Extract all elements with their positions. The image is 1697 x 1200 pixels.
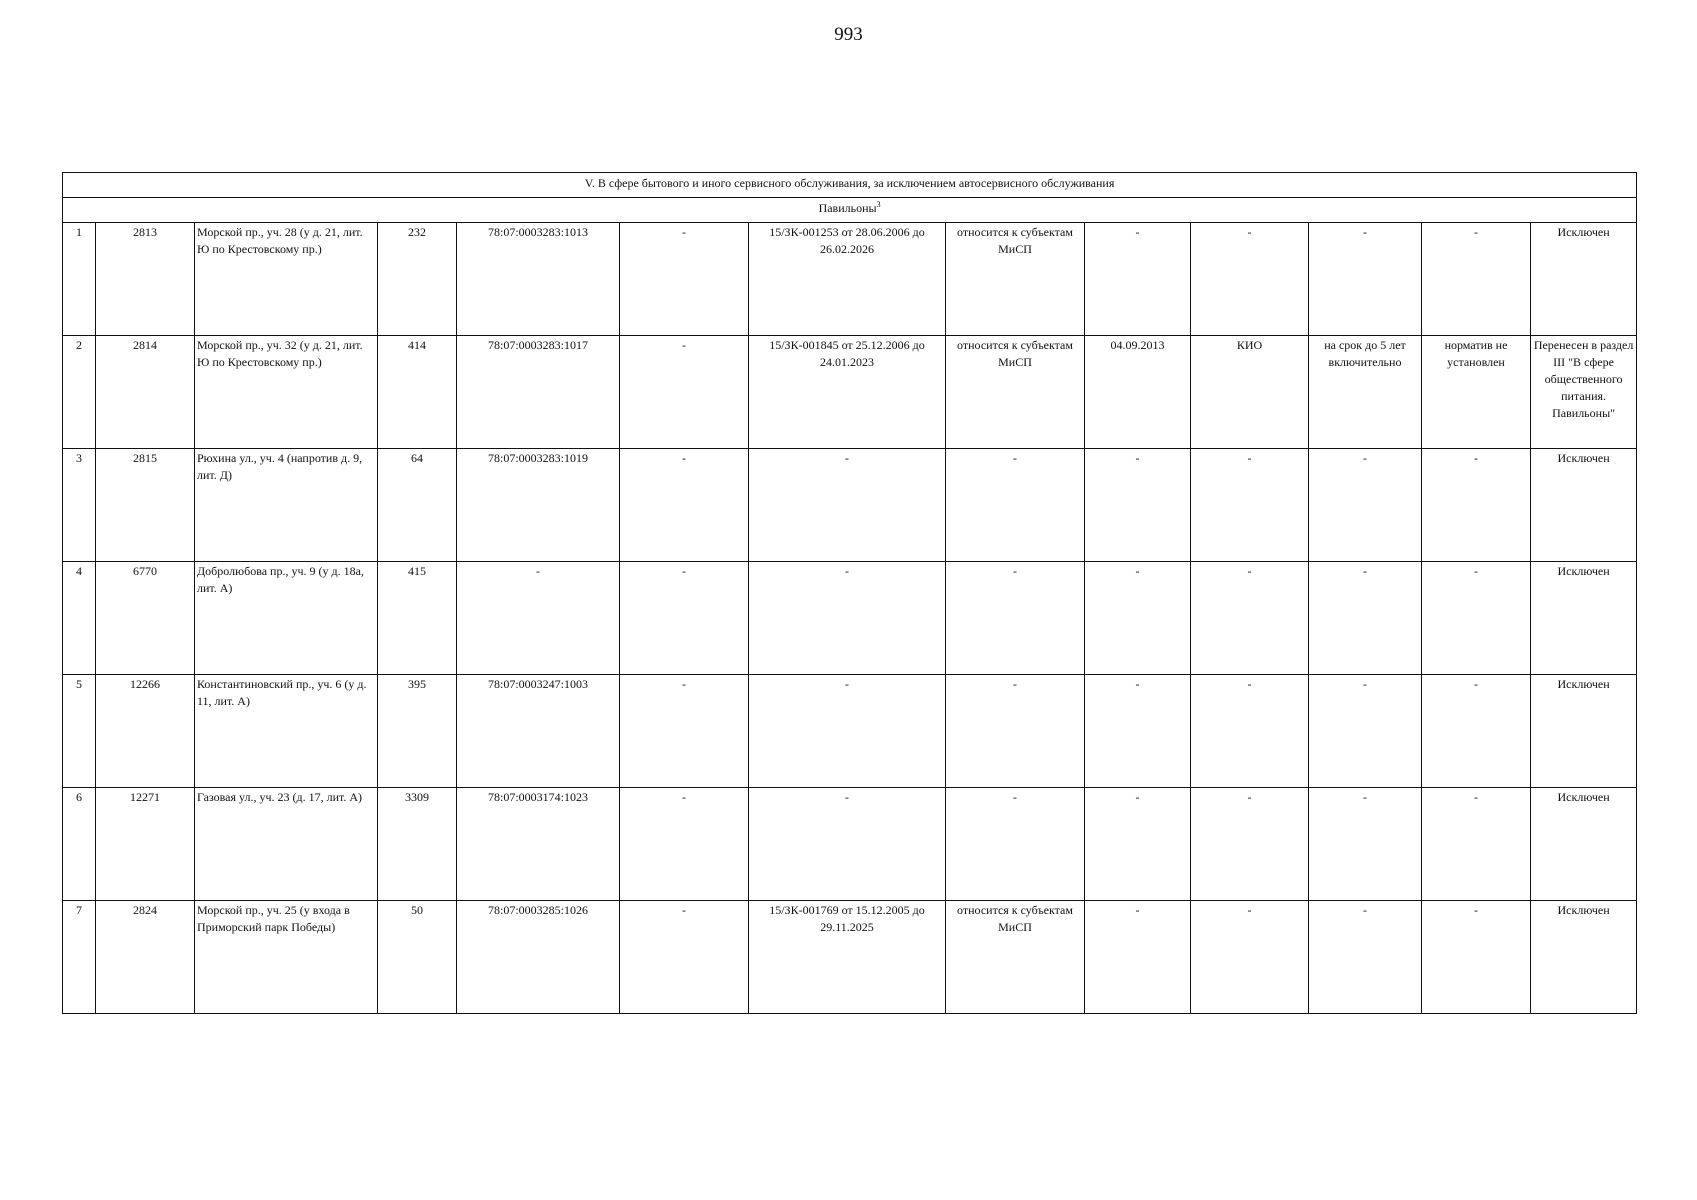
contract-cell: - (749, 675, 946, 788)
address-cell: Добролюбова пр., уч. 9 (у д. 18а, лит. А) (195, 562, 378, 675)
contract-cell: 15/ЗК-001769 от 15.12.2005 до 29.11.2025 (749, 901, 946, 1014)
table-row (63, 449, 1637, 562)
cadastral-number-cell: 78:07:0003283:1013 (457, 223, 620, 336)
term-cell: на срок до 5 лет включительно (1309, 336, 1422, 449)
status-cell: Исключен (1531, 675, 1637, 788)
address-cell: Морской пр., уч. 28 (у д. 21, лит. Ю по Крестовскому пр.) (195, 223, 378, 336)
date-cell: - (1085, 901, 1191, 1014)
date-cell: - (1085, 449, 1191, 562)
status-cell: Исключен (1531, 223, 1637, 336)
cadastral-number-cell: - (457, 562, 620, 675)
contract-cell: - (749, 449, 946, 562)
column-6-cell: - (620, 901, 749, 1014)
column-6-cell: - (620, 562, 749, 675)
organization-cell: - (1191, 675, 1309, 788)
status-cell: Исключен (1531, 562, 1637, 675)
norm-cell: норматив не установлен (1422, 336, 1531, 449)
status-cell: Исключен (1531, 449, 1637, 562)
term-cell: - (1309, 675, 1422, 788)
norm-cell: - (1422, 901, 1531, 1014)
cadastral-number-cell: 78:07:0003174:1023 (457, 788, 620, 901)
smsp-status-cell: относится к субъектам МиСП (946, 223, 1085, 336)
object-code-cell: 2824 (96, 901, 195, 1014)
subsection-footnote: 3 (876, 200, 881, 209)
row-number-cell: 1 (63, 223, 96, 336)
smsp-status-cell: - (946, 788, 1085, 901)
norm-cell: - (1422, 788, 1531, 901)
row-number-cell: 3 (63, 449, 96, 562)
date-cell: - (1085, 788, 1191, 901)
organization-cell: - (1191, 901, 1309, 1014)
contract-cell: - (749, 562, 946, 675)
cadastral-number-cell: 78:07:0003283:1017 (457, 336, 620, 449)
term-cell: - (1309, 562, 1422, 675)
address-cell: Морской пр., уч. 32 (у д. 21, лит. Ю по Крестовскому пр.) (195, 336, 378, 449)
organization-cell: КИО (1191, 336, 1309, 449)
column-6-cell: - (620, 223, 749, 336)
address-cell: Константиновский пр., уч. 6 (у д. 11, лит. А) (195, 675, 378, 788)
contract-cell: - (749, 788, 946, 901)
contract-cell: 15/ЗК-001845 от 25.12.2006 до 24.01.2023 (749, 336, 946, 449)
term-cell: - (1309, 449, 1422, 562)
organization-cell: - (1191, 562, 1309, 675)
object-code-cell: 2815 (96, 449, 195, 562)
term-cell: - (1309, 223, 1422, 336)
section-title: V. В сфере бытового и иного сервисного обслуживания, за исключением автосервисного обслуживания (63, 173, 1637, 198)
row-number-cell: 4 (63, 562, 96, 675)
table-row (63, 788, 1637, 901)
date-cell: - (1085, 675, 1191, 788)
column-6-cell: - (620, 788, 749, 901)
date-cell: - (1085, 223, 1191, 336)
smsp-status-cell: - (946, 675, 1085, 788)
address-cell: Рюхина ул., уч. 4 (напротив д. 9, лит. Д) (195, 449, 378, 562)
smsp-status-cell: относится к субъектам МиСП (946, 901, 1085, 1014)
norm-cell: - (1422, 449, 1531, 562)
area-cell: 64 (378, 449, 457, 562)
area-cell: 395 (378, 675, 457, 788)
table-row (63, 901, 1637, 1014)
norm-cell: - (1422, 223, 1531, 336)
smsp-status-cell: относится к субъектам МиСП (946, 336, 1085, 449)
term-cell: - (1309, 901, 1422, 1014)
row-number-cell: 2 (63, 336, 96, 449)
address-cell: Морской пр., уч. 25 (у входа в Приморский парк Победы) (195, 901, 378, 1014)
table-row (63, 675, 1637, 788)
status-cell: Исключен (1531, 901, 1637, 1014)
address-cell: Газовая ул., уч. 23 (д. 17, лит. А) (195, 788, 378, 901)
object-code-cell: 12266 (96, 675, 195, 788)
subsection-header-row (63, 198, 1637, 223)
column-6-cell: - (620, 675, 749, 788)
row-number-cell: 5 (63, 675, 96, 788)
area-cell: 415 (378, 562, 457, 675)
organization-cell: - (1191, 449, 1309, 562)
cadastral-number-cell: 78:07:0003247:1003 (457, 675, 620, 788)
date-cell: - (1085, 562, 1191, 675)
column-6-cell: - (620, 449, 749, 562)
norm-cell: - (1422, 675, 1531, 788)
date-cell: 04.09.2013 (1085, 336, 1191, 449)
area-cell: 50 (378, 901, 457, 1014)
smsp-status-cell: - (946, 562, 1085, 675)
table-row (63, 223, 1637, 336)
area-cell: 232 (378, 223, 457, 336)
row-number-cell: 7 (63, 901, 96, 1014)
table-row (63, 336, 1637, 449)
column-6-cell: - (620, 336, 749, 449)
area-cell: 414 (378, 336, 457, 449)
cadastral-number-cell: 78:07:0003285:1026 (457, 901, 620, 1014)
status-cell: Перенесен в раздел III "В сфере общественного питания. Павильоны" (1531, 336, 1637, 449)
subsection-title (63, 198, 1637, 223)
registry-table (62, 172, 1637, 1014)
page-number: 993 (834, 24, 863, 45)
object-code-cell: 2813 (96, 223, 195, 336)
object-code-cell: 2814 (96, 336, 195, 449)
object-code-cell: 12271 (96, 788, 195, 901)
norm-cell: - (1422, 562, 1531, 675)
status-cell: Исключен (1531, 788, 1637, 901)
row-number-cell: 6 (63, 788, 96, 901)
smsp-status-cell: - (946, 449, 1085, 562)
subsection-label: Павильоны (818, 201, 877, 215)
cadastral-number-cell: 78:07:0003283:1019 (457, 449, 620, 562)
section-header-row (63, 173, 1637, 198)
object-code-cell: 6770 (96, 562, 195, 675)
area-cell: 3309 (378, 788, 457, 901)
organization-cell: - (1191, 788, 1309, 901)
term-cell: - (1309, 788, 1422, 901)
contract-cell: 15/ЗК-001253 от 28.06.2006 до 26.02.2026 (749, 223, 946, 336)
organization-cell: - (1191, 223, 1309, 336)
table-row (63, 562, 1637, 675)
